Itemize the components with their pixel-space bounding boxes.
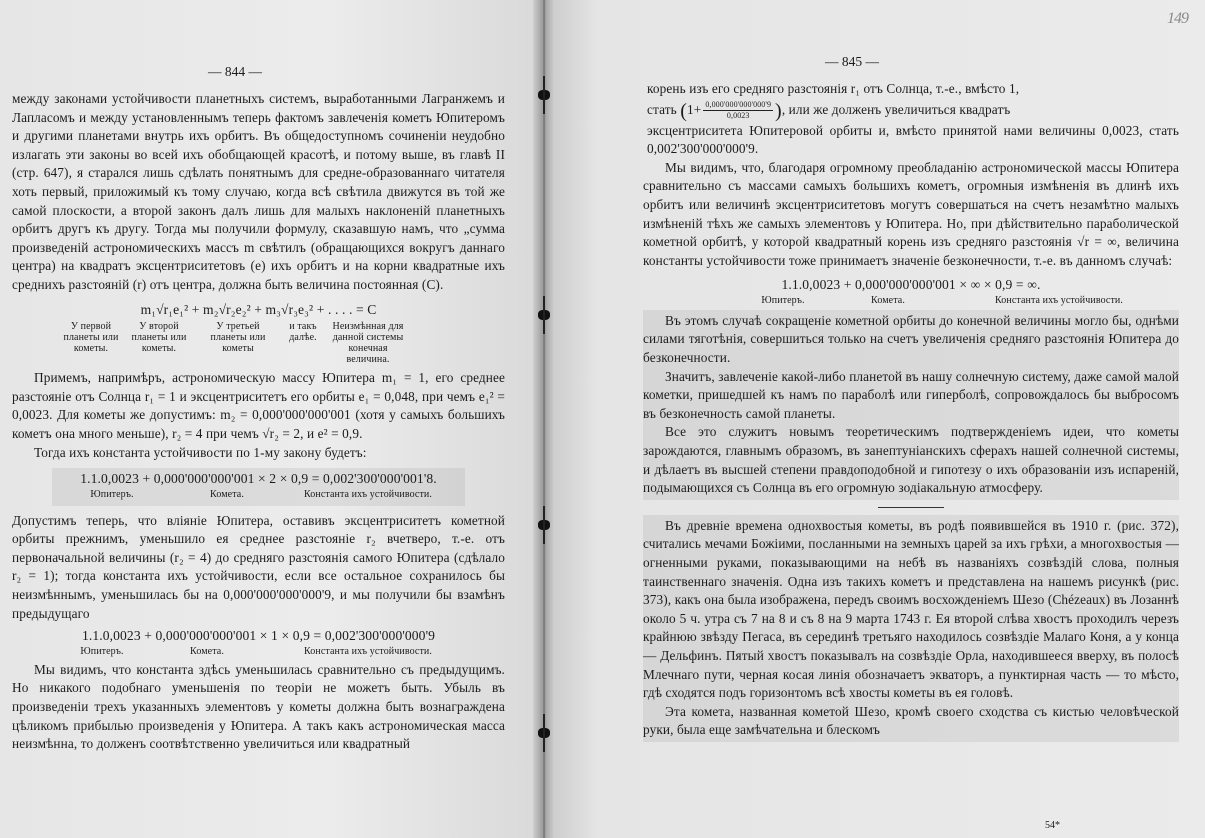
left-page — [0, 0, 545, 838]
left-paragraph-2: Примемъ, напримѣръ, астрономическую массу Юпитера m₁ = 1, его среднее разстояніе отъ Солнца r₁ = 1 и эксцентриситетъ его орбиты e₁ = 0,048, при чемъ e₁² = 0,0023. Для кометы же допустимъ: m₂ = 0,000'000'000'001 (хотя у самыхъ большихъ кометъ она много меньше), r₂ = 4 при чемъ √r₂ = 2, и e² = 0,9. — [12, 370, 505, 441]
formula-infinity: 1.1.0,0023 + 0,000'000'000'001 × ∞ × 0,9 = ∞. — [781, 277, 1041, 293]
formula-infinity-labels — [643, 295, 1179, 306]
right-paragraph-7: Эта комета, названная кометой Шезо, кромѣ своего сходства съ кистью человѣческой руки, была еще замѣчательна и блескомъ — [643, 703, 1179, 738]
formula-label: У второй планеты или кометы. — [131, 321, 187, 355]
page-number-845: — 845 — — [825, 54, 879, 69]
fraction-paren-close: ) — [775, 99, 782, 122]
fraction-denominator: 0,0023 — [726, 111, 750, 121]
right-text-column — [643, 80, 1179, 742]
page-number-844: — 844 — — [208, 64, 262, 79]
right-p1b-pre: стать — [647, 101, 677, 117]
left-paragraph-4: Допустимъ теперь, что вліяніе Юпитера, оставивъ эксцентриситетъ кометной орбиты прежнимъ, уменьшило ея среднее разстояніе r₂ вчетверо, т.-е. отъ первоначальной величины (r₂ = 4) до средняго разстоянія самого Юпитера (сдѣлало r₂ = 1); тогда константа ихъ устойчивости, если все остальное сохранилось бы неизмѣннымъ, уменьшилась бы на 0,000'000'000'000'9, и мы получили бы взамѣнъ предыдущаго — [12, 512, 505, 621]
formula-constant-labels — [12, 321, 505, 365]
right-paragraph-3: Въ этомъ случаѣ сокращеніе кометной орбиты до конечной величины могло бы, однѣми силами тяготѣнія, совершиться только на счетъ увеличенія средняго разстоянія Юпитера до безконечности. — [643, 312, 1179, 366]
formula-stability-1: 1.1.0,0023 + 0,000'000'000'001 × 2 × 0,9 = 0,002'300'000'001'8. — [80, 471, 437, 487]
highlighted-section — [643, 310, 1179, 500]
formula-stability-2-labels — [12, 646, 505, 657]
formula-label: Константа ихъ устойчивости. — [304, 488, 432, 500]
formula-label: Юпитеръ. — [90, 488, 134, 500]
binding-stitch — [538, 728, 550, 738]
left-paragraph-3: Тогда ихъ константа устойчивости по 1-му закону будетъ: — [34, 444, 367, 460]
fraction-numerator: 0,000'000'000'000'9 — [705, 100, 772, 110]
right-paragraph-1a: корень изъ его средняго разстоянія r₁ отъ Солнца, т.-е., вмѣсто 1, — [647, 81, 1020, 96]
formula-stability-2: 1.1.0,0023 + 0,000'000'000'001 × 1 × 0,9 = 0,002'300'000'000'9 — [81, 628, 436, 644]
formula-label: Комета. — [871, 294, 905, 306]
binding-stitch — [538, 90, 550, 100]
right-paragraph-2: Мы видимъ, что, благодаря огромному преобладанію астрономической массы Юпитера сравнительно съ массами самыхъ большихъ кометъ, огромныя измѣненія въ длинѣ ихъ орбитъ или величинѣ эксцентриситетовъ могутъ совершаться на счетъ незамѣтно малыхъ измѣненій тѣхъ же самыхъ элементовъ у Юпитера. Но, при дѣйствительно параболической кометной орбитѣ, у которой квадратный корень изъ средняго разстоянія √r = ∞, величина константы устойчивости тоже принимаетъ значеніе безконечности, т.-е. въ данномъ случаѣ: — [643, 159, 1179, 268]
right-paragraph-1c: эксцентриситета Юпитеровой орбиты и, вмѣсто принятой нами величины 0,0023, стать 0,002'300'000'000'9. — [647, 122, 1179, 157]
formula-label: У третьей планеты или кометы — [210, 321, 266, 355]
binding-stitch — [538, 310, 550, 320]
fraction-paren-open: ( — [680, 99, 688, 122]
signature-mark: 54* — [1045, 820, 1060, 831]
formula-label: Константа ихъ устойчивости. — [304, 645, 432, 657]
formula-label: Неизмѣнная для данной системы конечная величина. — [332, 321, 404, 366]
book-gutter — [533, 0, 555, 838]
formula-label: Юпитеръ. — [80, 645, 124, 657]
formula-label: и такъ далѣе. — [289, 321, 317, 344]
right-paragraph-6: Въ древніе времена однохвостыя кометы, въ родѣ появившейся въ 1910 г. (рис. 372), считались мечами Божіими, посланными на земныхъ царей за ихъ грѣхи, а многохвостыя — огненными руками, показывающими на небѣ въ названіяхъ созвѣздій слова, полныя таинственнаго значенія. Одна изъ такихъ кометъ и представлена на нашемъ рисункѣ (рис. 373), какъ она была изображена, передъ своимъ восхожденіемъ Шезо (Chézeaux) въ Лозаннѣ около 5 ч. утра съ 7 на 8 и съ 8 на 9 марта 1743 г. Ея второй слѣва хвостъ проходилъ черезъ крайнюю звѣзду Пегаса, въ серединѣ третьяго находилось созвѣздіе Малаго Коня, а у конца — Дельфинъ. Пятый хвостъ показывалъ на созвѣздіе Орла, находившееся вверху, въ полосѣ Млечнаго пути, черная косая линія обозначаетъ экваторъ, а пунктирная часть — то мѣсто, гдѣ сходятся подъ горизонтомъ всѣ хвосты кометы въ ея головѣ. — [643, 517, 1179, 701]
right-page — [545, 0, 1205, 838]
formula-block-1 — [52, 468, 465, 506]
formula-constant-sum: m₁√r₁e₁² + m₂√r₂e₂² + m₃√r₃e₃² + . . . . = C — [140, 301, 377, 317]
formula-label: Комета. — [190, 645, 224, 657]
formula-label: Константа ихъ устойчивости. — [995, 294, 1123, 306]
left-paragraph-5: Мы видимъ, что константа здѣсь уменьшилась сравнительно съ предыдущимъ. Но никакого подобнаго уменьшенія по теоріи не можетъ быть. Убыль въ произведеніи трехъ указанныхъ элементовъ у кометы должна быть вознаграждена цѣликомъ прибылью произведенія у Юпитера. А такъ какъ астрономическая масса неизмѣнна, то долженъ соотвѣтственно увеличиться или квадратный — [12, 661, 505, 752]
formula-label: Юпитеръ. — [761, 294, 805, 306]
right-p1b-post: , или же долженъ увеличиться квадратъ — [781, 101, 1011, 117]
right-paragraph-1b: стать (1+ $\frac{0,000'000'000'000'9}{0,0023}$ ), или же долженъ увеличиться квадратъ — [647, 99, 1011, 122]
formula-label: Комета. — [210, 488, 244, 500]
corner-pencil-mark: 149 — [1167, 10, 1188, 27]
right-paragraph-4: Значитъ, завлеченіе какой-либо планетой въ нашу солнечную систему, даже самой малой кометки, пришедшей къ намъ по параболѣ или гиперболѣ, сопровождалось бы выбросомъ въ безконечность самой планеты. — [643, 368, 1179, 421]
highlighted-section-2 — [643, 515, 1179, 742]
binding-stitch — [538, 520, 550, 530]
right-paragraph-5: Все это служитъ новымъ теоретическимъ подтвержденіемъ идеи, что кометы зарождаются, главнымъ образомъ, въ занептуніанскихъ сферахъ нашей солнечной системы, и дѣлаетъ въ высшей степени правдоподобной и гипотезу о ихъ образованіи изъ испареній, подымающихся съ Солнца въ его огромную зодіакальную атмосферу. — [643, 424, 1179, 496]
left-text-column — [12, 90, 505, 754]
formula-stability-1-labels — [52, 489, 465, 500]
formula-label: У первой планеты или кометы. — [63, 321, 119, 355]
left-paragraph-1: между законами устойчивости планетныхъ системъ, выработанными Лагранжемъ и Лапласомъ и между установленнымъ теперь фактомъ завлеченія кометъ Юпитеромъ и другими планетами внутрь ихъ орбитъ. Въ общедоступномъ сочиненіи неудобно излагать эти законы во всей ихъ обобщающей красотѣ, и потому выше, въ главѣ II (стр. 647), я старался лишь сдѣлать понятнымъ для средне-образованнаго читателя хоть первый, приложимый къ тому случаю, когда всѣ свѣтила движутся въ той же самой плоскости, а второй законъ далъ лишь для малыхъ наклоненій планетныхъ орбитъ другъ къ другу. Тогда мы получили формулу, сказавшую намъ, что „сумма произведеній астрономическихъ массъ m свѣтилъ (обращающихся вокругъ даннаго центра) на квадратъ эксцентриситетовъ (e) ихъ орбитъ и на корни квадратные ихъ среднихъ разстояній (r) отъ центра, должна быть величина постоянная (C). — [12, 91, 505, 292]
section-divider — [878, 507, 944, 508]
fraction — [703, 100, 773, 121]
